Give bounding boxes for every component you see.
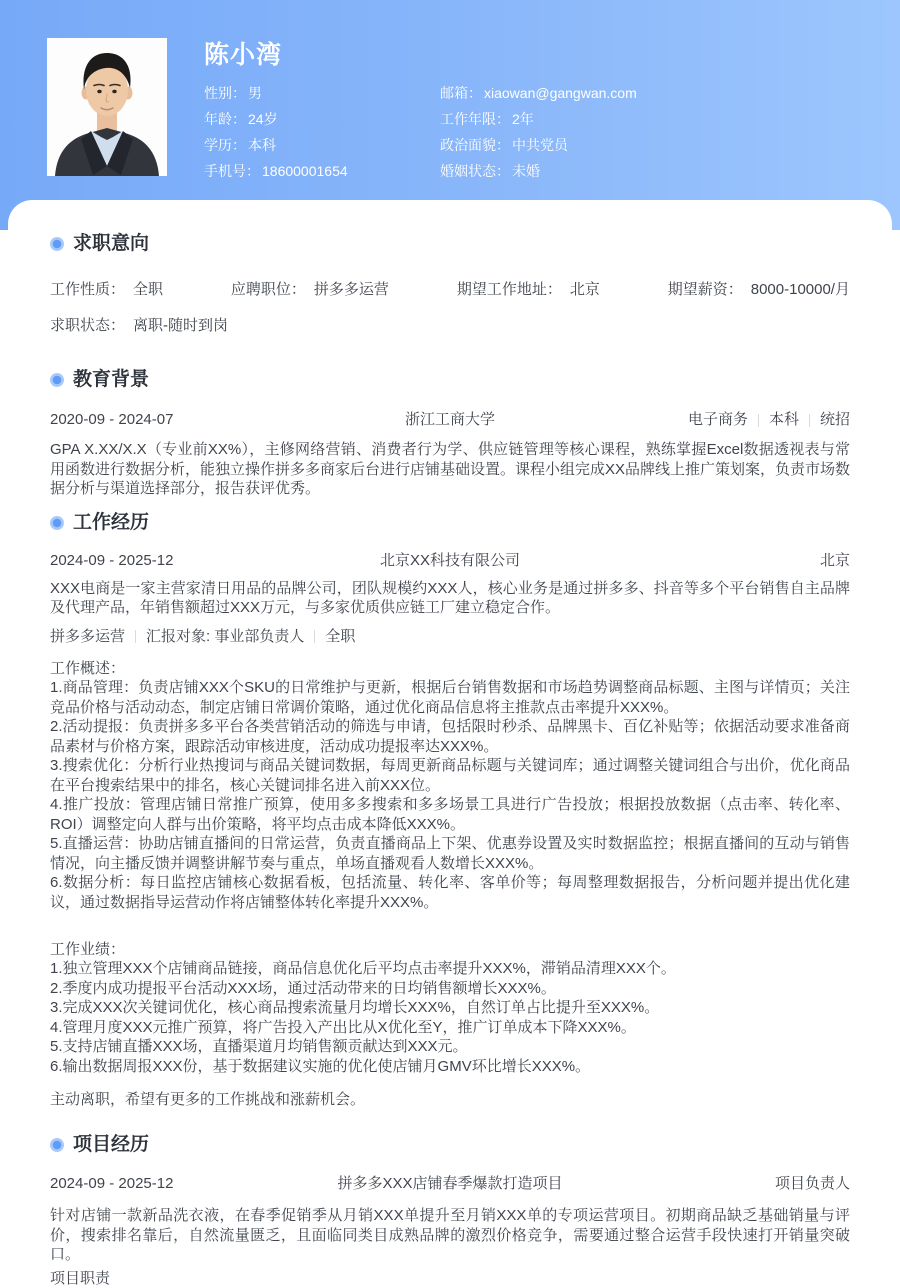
info-field-experience-years bbox=[440, 106, 860, 132]
work-achievement-item: 2.季度内成功提报平台活动XXX场，通过活动带来的日均销售额增长XXX%。 bbox=[50, 979, 850, 999]
position-title: 拼多多运营 bbox=[50, 627, 125, 647]
work-achievement-item: 5.支持店铺直播XXX场，直播渠道月均销售额贡献达到XXX元。 bbox=[50, 1037, 850, 1057]
project-name: 拼多多XXX店铺春季爆款打造项目 bbox=[285, 1174, 614, 1194]
work-company: 北京XX科技有限公司 bbox=[285, 551, 614, 571]
info-label: 手机号： bbox=[204, 163, 260, 179]
info-label: 工作年限： bbox=[440, 111, 510, 127]
education-degree: 本科 bbox=[769, 410, 799, 430]
work-meta-row bbox=[50, 551, 850, 571]
section-title-project-experience bbox=[50, 1135, 850, 1155]
info-value: xiaowan@gangwan.com bbox=[484, 85, 637, 101]
company-introduction: XXX电商是一家主营家清日用品的品牌公司，团队规模约XXX人，核心业务是通过拼多多、抖音等多个平台销售自主品牌及代理产品，年销售额超过XXX万元，与多家优质供应链工厂建立稳定合作。 bbox=[50, 579, 850, 618]
info-field-age bbox=[204, 106, 440, 132]
work-duty-item: 6.数据分析：每日监控店铺核心数据看板，包括流量、转化率、客单价等；每周整理数据报告，分析问题并提出优化建议，通过数据指导运营动作将店铺整体转化率提升XXX%。 bbox=[50, 873, 850, 912]
work-period: 2024-09 - 2025-12 bbox=[50, 551, 285, 571]
info-label: 政治面貌： bbox=[440, 137, 510, 153]
project-meta-row bbox=[50, 1174, 850, 1194]
info-label: 学历： bbox=[204, 137, 246, 153]
work-location: 北京 bbox=[615, 551, 850, 571]
contact-info-left-column bbox=[204, 80, 440, 184]
field-job-type bbox=[50, 280, 163, 300]
section-bullet-icon bbox=[50, 516, 64, 530]
info-value: 本科 bbox=[248, 137, 276, 153]
section-job-intention bbox=[50, 234, 850, 336]
person-portrait-icon bbox=[47, 38, 167, 176]
section-bullet-icon bbox=[50, 373, 64, 387]
education-enrollment-type: 统招 bbox=[820, 410, 850, 430]
profile-photo bbox=[47, 38, 167, 176]
section-title-work-experience bbox=[50, 513, 850, 533]
section-work-experience bbox=[50, 513, 850, 1110]
info-value: 18600001654 bbox=[262, 163, 348, 179]
position-report-to: 汇报对象: 事业部负责人 bbox=[146, 627, 304, 647]
field-value: 拼多多运营 bbox=[314, 281, 389, 298]
section-title-job-intention bbox=[50, 234, 850, 254]
work-achievements-label: 工作业绩： bbox=[50, 940, 850, 960]
work-achievement-item: 3.完成XXX次关键词优化，核心商品搜索流量月均增长XXX%，自然订单占比提升至XXX%。 bbox=[50, 998, 850, 1018]
field-label: 期望薪资： bbox=[668, 281, 743, 298]
info-label: 性别： bbox=[204, 85, 246, 101]
work-duty-item: 1.商品管理：负责店铺XXX个SKU的日常维护与更新，根据后台销售数据和市场趋势调整商品标题、主图与详情页；关注竞品价格与活动动态，制定店铺日常调价策略，通过优化商品信息将主推款点击率提升XXX%。 bbox=[50, 678, 850, 717]
field-value: 全职 bbox=[133, 281, 163, 298]
separator bbox=[314, 630, 315, 643]
separator bbox=[135, 630, 136, 643]
info-label: 年龄： bbox=[204, 111, 246, 127]
field-job-status bbox=[50, 316, 228, 336]
education-period: 2020-09 - 2024-07 bbox=[50, 410, 285, 430]
work-duty-item: 2.活动提报：负责拼多多平台各类营销活动的筛选与申请，包括限时秒杀、品牌黑卡、百亿补贴等；依据活动要求准备商品素材与价格方案，跟踪活动审核进度，活动成功提报率达XXX%。 bbox=[50, 717, 850, 756]
leave-reason-note: 主动离职，希望有更多的工作挑战和涨薪机会。 bbox=[50, 1090, 850, 1110]
project-period: 2024-09 - 2025-12 bbox=[50, 1174, 285, 1194]
section-title-text: 教育背景 bbox=[73, 370, 149, 390]
position-employment-type: 全职 bbox=[325, 627, 355, 647]
intention-fields-row-2 bbox=[50, 316, 850, 336]
info-label: 邮箱： bbox=[440, 85, 482, 101]
section-title-text: 工作经历 bbox=[73, 513, 149, 533]
field-label: 期望工作地址： bbox=[457, 281, 562, 298]
section-bullet-icon bbox=[50, 237, 64, 251]
work-duty-item: 4.推广投放：管理店铺日常推广预算，使用多多搜索和多多场景工具进行广告投放；根据投放数据（点击率、转化率、ROI）调整定向人群与出价策略，将平均点击成本降低XXX%。 bbox=[50, 795, 850, 834]
resume-body-card bbox=[8, 200, 892, 1275]
field-value: 8000-10000/月 bbox=[751, 281, 850, 298]
education-school: 浙江工商大学 bbox=[285, 410, 614, 430]
info-field-phone bbox=[204, 158, 440, 184]
education-meta-row bbox=[50, 410, 850, 430]
section-project-experience bbox=[50, 1135, 850, 1288]
candidate-name: 陈小湾 bbox=[204, 40, 282, 70]
info-field-degree bbox=[204, 132, 440, 158]
work-overview-label: 工作概述： bbox=[50, 659, 850, 679]
resume-header bbox=[0, 0, 900, 230]
project-description: 针对店铺一款新品洗衣液，在春季促销季从月销XXX单提升至月销XXX单的专项运营项目。初期商品缺乏基础销量与评价，搜索排名靠后，自然流量匮乏，且面临同类目成熟品牌的激烈价格竞争，需要通过整合运营手段快速打开销量突破口。 bbox=[50, 1206, 850, 1265]
info-field-email bbox=[440, 80, 860, 106]
field-label: 应聘职位： bbox=[231, 281, 306, 298]
info-field-gender bbox=[204, 80, 440, 106]
info-value: 2年 bbox=[512, 111, 534, 127]
field-label: 求职状态： bbox=[50, 317, 125, 334]
contact-info-right-column bbox=[440, 80, 860, 184]
project-duty-label-clipped: 项目职责 bbox=[50, 1269, 850, 1288]
separator bbox=[809, 414, 810, 427]
work-achievements-list bbox=[50, 940, 850, 1077]
intention-fields-row-1 bbox=[50, 280, 850, 300]
field-value: 离职-随时到岗 bbox=[133, 317, 228, 334]
section-title-education bbox=[50, 370, 850, 390]
education-description: GPA X.XX/X.X（专业前XX%），主修网络营销、消费者行为学、供应链管理等核心课程，熟练掌握Excel数据透视表与常用函数进行数据分析，能独立操作拼多多商家后台进行店铺基础设置。课程小组完成XX品牌线上推广策划案，负责市场数据分析与渠道选择部分，报告获评优秀。 bbox=[50, 440, 850, 499]
work-achievement-item: 4.管理月度XXX元推广预算，将广告投入产出比从X优化至Y，推广订单成本下降XXX%。 bbox=[50, 1018, 850, 1038]
info-field-political-status bbox=[440, 132, 860, 158]
field-label: 工作性质： bbox=[50, 281, 125, 298]
project-role: 项目负责人 bbox=[615, 1174, 850, 1194]
work-achievement-item: 6.输出数据周报XXX份，基于数据建议实施的优化使店铺月GMV环比增长XXX%。 bbox=[50, 1057, 850, 1077]
work-duty-item: 3.搜索优化：分析行业热搜词与商品关键词数据，每周更新商品标题与关键词库；通过调整关键词组合与出价，优化商品在平台搜索结果中的排名，核心关键词排名进入前XXX位。 bbox=[50, 756, 850, 795]
field-target-position bbox=[231, 280, 389, 300]
work-duty-item: 5.直播运营：协助店铺直播间的日常运营，负责直播商品上下架、优惠券设置及实时数据监控；根据直播间的互动与销售情况，向主播反馈并调整讲解节奏与重点，单场直播观看人数增长XXX%。 bbox=[50, 834, 850, 873]
info-value: 男 bbox=[248, 85, 262, 101]
section-bullet-icon bbox=[50, 1138, 64, 1152]
section-title-text: 求职意向 bbox=[73, 234, 149, 254]
info-field-marital-status bbox=[440, 158, 860, 184]
separator bbox=[758, 414, 759, 427]
field-target-location bbox=[457, 280, 600, 300]
education-major: 电子商务 bbox=[688, 410, 748, 430]
field-expected-salary bbox=[668, 280, 850, 300]
work-achievement-item: 1.独立管理XXX个店铺商品链接，商品信息优化后平均点击率提升XXX%，滞销品清理XXX个。 bbox=[50, 959, 850, 979]
info-value: 中共党员 bbox=[512, 137, 568, 153]
position-tags-row bbox=[50, 627, 850, 647]
section-education bbox=[50, 370, 850, 499]
work-overview-list bbox=[50, 659, 850, 913]
info-label: 婚姻状态： bbox=[440, 163, 510, 179]
section-title-text: 项目经历 bbox=[73, 1135, 149, 1155]
field-value: 北京 bbox=[570, 281, 600, 298]
info-value: 24岁 bbox=[248, 111, 278, 127]
education-tags bbox=[615, 410, 850, 430]
info-value: 未婚 bbox=[512, 163, 540, 179]
